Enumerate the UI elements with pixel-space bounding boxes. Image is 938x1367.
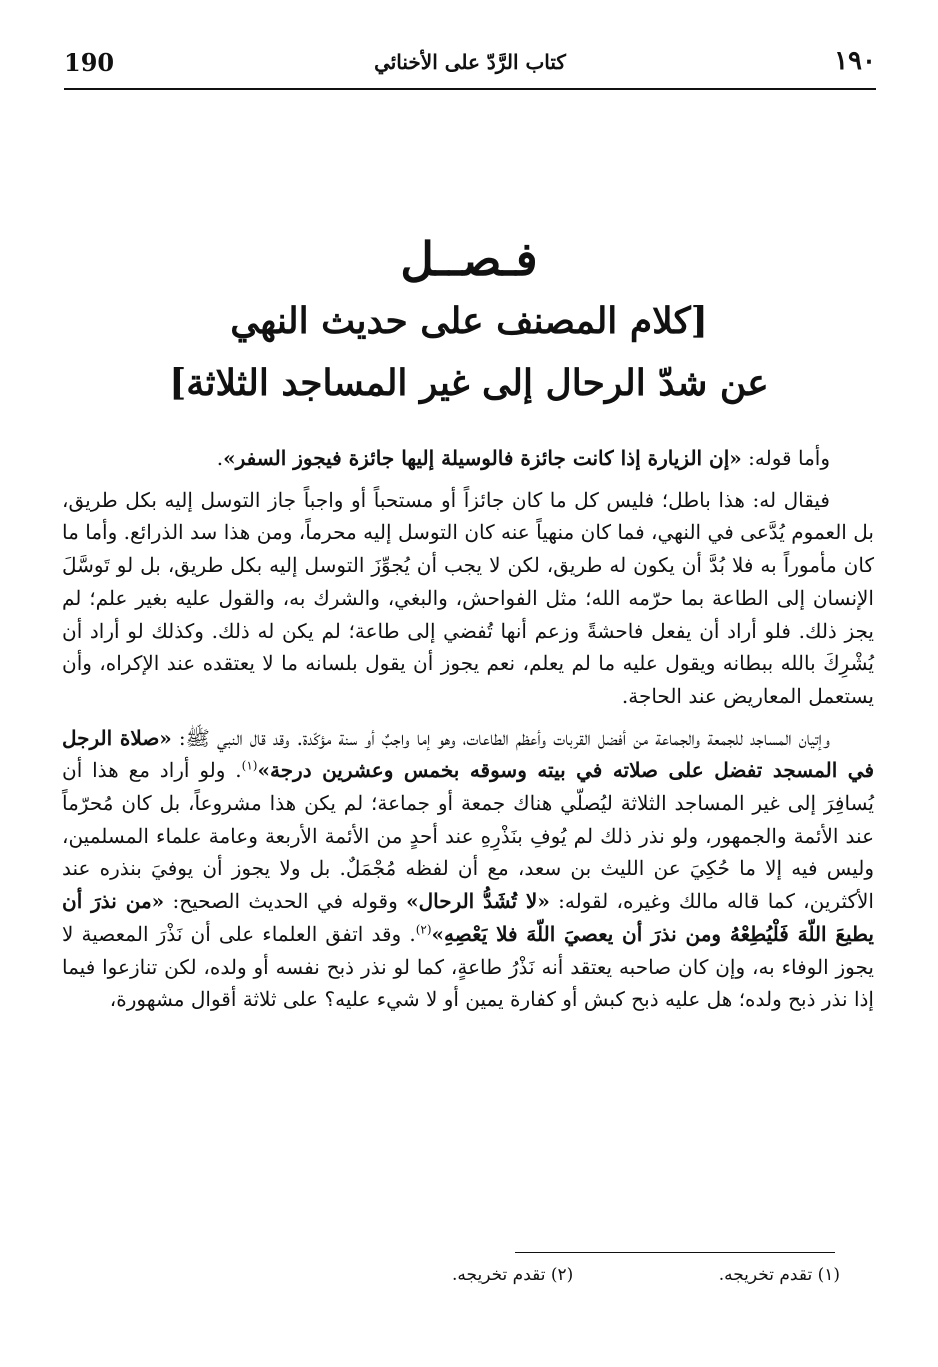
page-number-arabic: ١٩٠ <box>834 46 876 76</box>
paragraph-1-lead: وأما قوله: <box>741 446 830 470</box>
hadith-quote-2: «لا تُشَدُّ الرحال» <box>406 889 550 914</box>
footnote-ref-2: (٢) <box>415 922 432 937</box>
paragraph-1 <box>62 442 874 475</box>
quoted-statement: «إن الزيارة إذا كانت جائزة فالوسيلة إليها جائزة فيجوز السفر» <box>223 446 742 470</box>
footnote-1: (١) تقدم تخريجه. <box>718 1265 840 1285</box>
paragraph-1-end: . <box>216 446 224 470</box>
page-number-latin: 190 <box>64 48 115 77</box>
header-rule <box>64 88 876 90</box>
running-title: كتاب الرَّدّ على الأخنائي <box>374 50 566 74</box>
footnote-2: (٢) تقدم تخريجه. <box>451 1265 574 1285</box>
chapter-word: فـصــل <box>400 232 538 286</box>
hadith-quote-3: «من نذرَ أن يطيعَ اللّهَ فَلْيُطِعْهُ ومن نذرَ أن يعصيَ اللّهَ فلا يَعْصِهِ» <box>62 889 874 946</box>
hadith-quote-1: «صلاة الرجل في المسجد تفضل على صلاته في بيته وسوقه بخمس وعشرين درجة» <box>62 725 875 783</box>
body-text <box>62 442 874 1025</box>
paragraph-3 <box>62 722 874 1016</box>
footnote-ref-1: (١) <box>241 758 258 773</box>
paragraph-3-text-1: وإتيان المساجد للجمعة والجماعة من أفضل القربات وأعظم الطاعات، وهو إما واجبٌ أو سنة مؤكّدة. وقد قال النبي ﷺ: <box>171 725 830 750</box>
paragraph-2: فيقال له: هذا باطل؛ فليس كل ما كان جائزاً أو مستحباً أو واجباً جاز التوسل إليه بكل طريق، بل العموم يُدَّعى في النهي، فما كان منهياً عنه كان التوسل إليه محرماً، ومن هذا سد الذرائع. وأما ما كان مأموراً به فلا بُدَّ أن يكون له طريق، لكن لا يجب أن يُجوِّزَ التوسل إليه بكل طريق، بل لو تَوسَّلَ الإنسان إلى الطاعة بما حرّمه الله؛ مثل الفواحش، والبغي، والشرك به، والقول عليه بغير علم؛ لم يجز ذلك. فلو أراد أن يفعل فاحشةً وزعم أنها تُفضي إلى طاعة؛ لم يكن له ذلك. وكذلك لو أراد أن يُشْرِكَ بالله ببطانه ويقول عليه ما لم يعلم، نعم يجوز أن يقول بلسانه ما لا يعتقده عند الإكراه، وأن يستعمل المعاريض عند الحاجة. <box>62 487 874 708</box>
paragraph-3-text-3: وقوله في الحديث الصحيح: <box>164 889 407 914</box>
paragraph-3-text-2: . ولو أراد مع هذا أن يُسافِرَ إلى غير المساجد الثلاثة ليُصلّي هناك جمعة أو جماعة؛ لم يكن هذا مشروعاً، بل كان مُحرّماً عند الأئمة والجمهور، ولو نذر ذلك لم يُوفِ بنَذْرِهِ عند أحدٍ من الأئمة الأربعة وعامة علماء المسلمين، وليس فيه إلا ما حُكِيَ عن الليث بن سعد، مع أن لفظه مُجْمَلٌ. بل ولا يجوز أن يوفيَ بنذره عند الأكثرين، كما قاله مالك وغيره، لقوله: <box>62 758 874 914</box>
page-header <box>64 44 876 90</box>
chapter-title-line-1: [كلام المصنف على حديث النهي <box>230 300 708 342</box>
footnotes <box>270 1265 840 1285</box>
footnote-rule <box>515 1252 835 1253</box>
paragraph-3-text-4: . وقد اتفق العلماء على أن نَذْرَ المعصية لا يجوز الوفاء به، وإن كان صاحبه يعتقد أنه نَذْرُ طاعةٍ، كما لو نذر ذبح نفسه أو ولده، لكن تنازعوا فيما إذا نذر ذبح ولده؛ هل عليه ذبح كبش أو كفارة يمين أو لا شيء عليه؟ على ثلاثة أقوال مشهورة، <box>62 921 874 1012</box>
chapter-title-line-2: عن شدّ الرحال إلى غير المساجد الثلاثة] <box>169 362 769 404</box>
